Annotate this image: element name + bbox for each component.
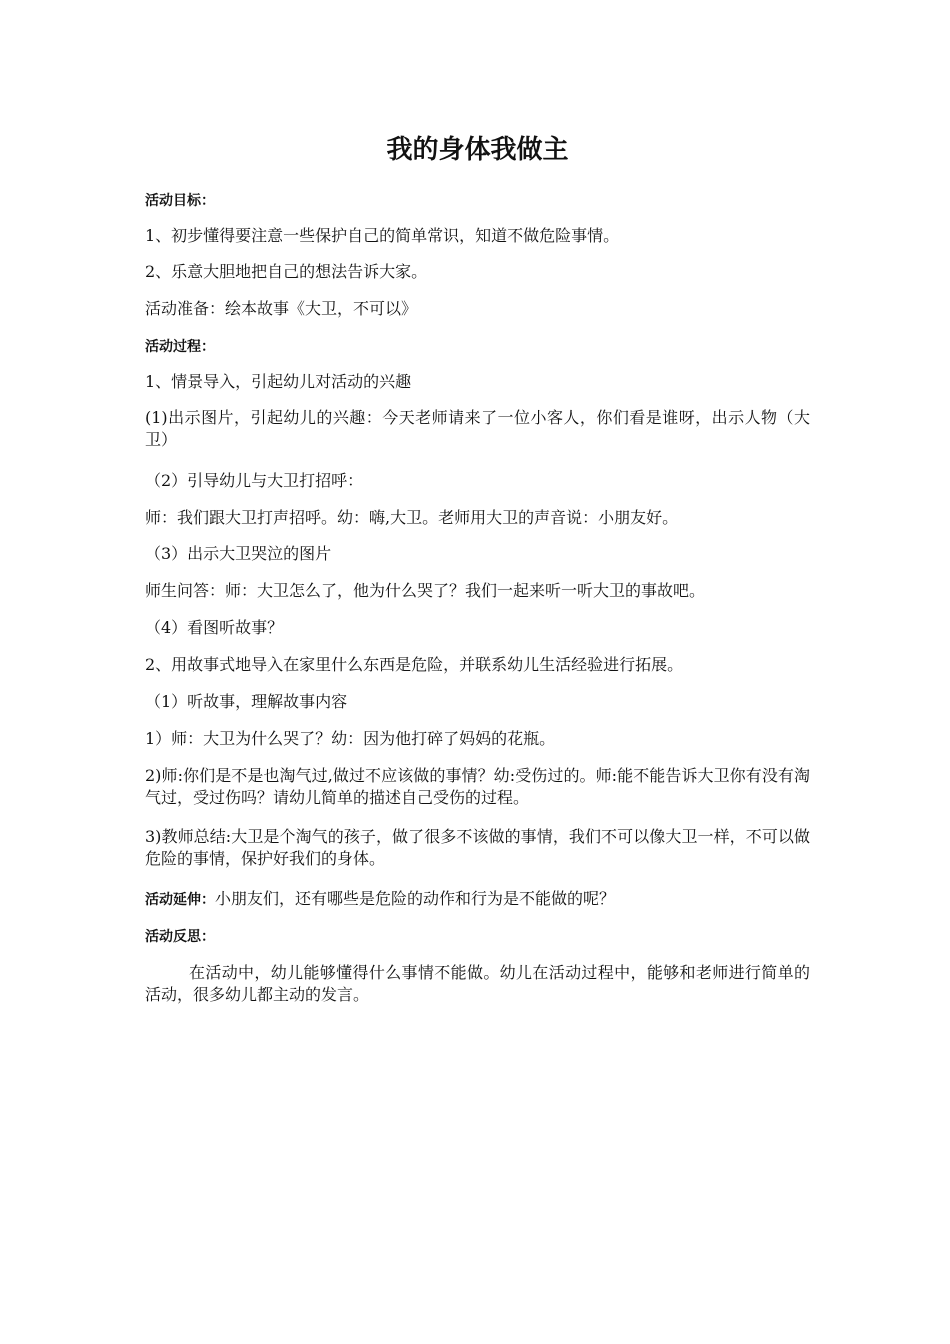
extension-text: 小朋友们，还有哪些是危险的动作和行为是不能做的呢？ [215, 889, 616, 908]
preparation: 活动准备：绘本故事《大卫，不可以》 [145, 299, 418, 318]
process-heading: 活动过程： [145, 339, 215, 355]
extension [145, 888, 810, 911]
reflection-text: 在活动中，幼儿能够懂得什么事情不能做。幼儿在活动过程中，能够和老师进行简单的活动，很多幼儿都主动的发言。 [145, 963, 810, 1004]
step-1-2-detail: 师：我们跟大卫打声招呼。幼：嗨,大卫。老师用大卫的声音说：小朋友好。 [145, 508, 679, 527]
step-1-2: （2）引导幼儿与大卫打招呼： [145, 471, 364, 490]
step-2-1: （1）听故事，理解故事内容 [145, 692, 348, 711]
step-2: 2、用故事式地导入在家里什么东西是危险，并联系幼儿生活经验进行拓展。 [145, 655, 684, 674]
step-1-1: (1)出示图片，引起幼儿的兴趣：今天老师请来了一位小客人，你们看是谁呀，出示人物（大卫） [145, 408, 810, 449]
step-1-3-detail: 师生问答：师：大卫怎么了，他为什么哭了？我们一起来听一听大卫的事故吧。 [145, 581, 706, 600]
step-1: 1、情景导入，引起幼儿对活动的兴趣 [145, 372, 412, 391]
goal-heading: 活动目标： [145, 193, 215, 209]
goal-item-1: 1、初步懂得要注意一些保护自己的简单常识，知道不做危险事情。 [145, 226, 620, 245]
page-title: 我的身体我做主 [386, 135, 569, 165]
qa-item-1: 1）师：大卫为什么哭了？幼：因为他打碎了妈妈的花瓶。 [145, 729, 556, 748]
step-1-4: （4）看图听故事？ [145, 618, 284, 637]
qa-item-2: 2)师:你们是不是也淘气过,做过不应该做的事情？幼:受伤过的。师:能不能告诉大卫你有没有淘气过，受过伤吗？请幼儿简单的描述自己受伤的过程。 [145, 766, 810, 807]
step-1-3: （3）出示大卫哭泣的图片 [145, 544, 332, 563]
extension-heading: 活动延伸： [145, 892, 215, 908]
goal-item-2: 2、乐意大胆地把自己的想法告诉大家。 [145, 262, 428, 281]
qa-item-3: 3)教师总结:大卫是个淘气的孩子，做了很多不该做的事情，我们不可以像大卫一样，不可以做危险的事情，保护好我们的身体。 [145, 827, 810, 868]
reflection-heading: 活动反思： [145, 929, 215, 945]
